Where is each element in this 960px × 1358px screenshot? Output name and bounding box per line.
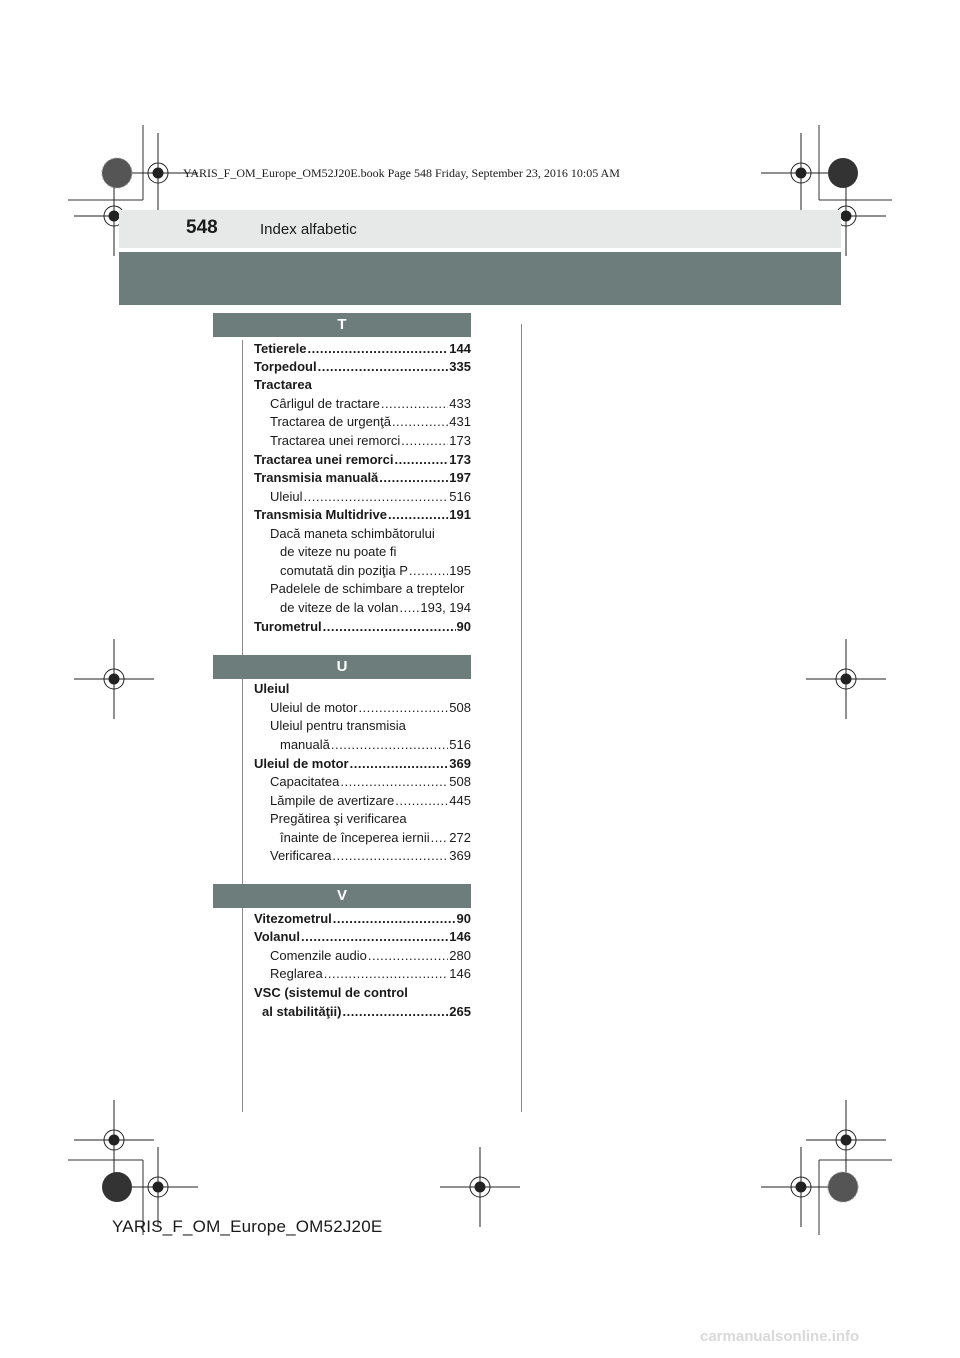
index-subentry: Uleiul ..... 516 — [270, 488, 471, 506]
column-rule-left — [242, 340, 243, 1112]
index-subentry-text: Uleiul pentru transmisia — [270, 718, 406, 733]
index-entry: al stabilităţii) ..... 265 — [262, 1003, 471, 1021]
column-rule-right — [521, 324, 522, 1112]
index-subentry: Comenzile audio ..... 280 — [270, 947, 471, 965]
index-heading: Uleiul — [254, 681, 290, 696]
index-entry: Uleiul de motor ..... 369 — [254, 755, 471, 773]
index-entry: Volanul ..... 146 — [254, 928, 471, 946]
watermark-text: carmanualsonline.info — [700, 1328, 860, 1345]
index-entry: Turometrul ..... 90 — [254, 618, 471, 636]
index-subentry: Uleiul de motor ..... 508 — [270, 699, 471, 717]
letter-bar-u: U — [213, 655, 471, 679]
index-entry: Transmisia Multidrive ..... 191 — [254, 506, 471, 524]
page-number: 548 — [186, 217, 218, 238]
index-subentry: Lămpile de avertizare ..... 445 — [270, 792, 471, 810]
index-entry: Vitezometrul ..... 90 — [254, 910, 471, 928]
index-subentry: Verificarea ..... 369 — [270, 847, 471, 865]
index-subentry-text: Pregătirea şi verificarea — [270, 811, 407, 826]
header-band-dark — [119, 252, 841, 305]
index-subentry: înainte de începerea iernii ..... 272 — [280, 829, 471, 847]
index-subentry-text: de viteze nu poate fi — [280, 544, 397, 559]
index-subentry-text: Padelele de schimbare a treptelor — [270, 581, 465, 596]
section-title: Index alfabetic — [260, 221, 357, 238]
footer-document-code: YARIS_F_OM_Europe_OM52J20E — [112, 1217, 383, 1236]
index-subentry: Tractarea de urgenţă ..... 431 — [270, 413, 471, 431]
index-heading: Tractarea — [254, 377, 312, 392]
index-entry: Tractarea unei remorci ..... 173 — [254, 451, 471, 469]
index-entry: Tetierele ..... 144 — [254, 340, 471, 358]
book-info-line: YARIS_F_OM_Europe_OM52J20E.book Page 548 Friday, September 23, 2016 10:05 AM — [183, 166, 620, 180]
index-subentry: de viteze de la volan ..... 193, 194 — [280, 599, 471, 617]
header-band-light — [119, 210, 841, 248]
index-subentry: comutată din poziţia P ..... 195 — [280, 562, 471, 580]
index-subentry: Capacitatea ..... 508 — [270, 773, 471, 791]
letter-bar-v: V — [213, 884, 471, 908]
index-entry: Torpedoul ..... 335 — [254, 358, 471, 376]
letter-bar-t: T — [213, 313, 471, 337]
index-subentry: manuală ..... 516 — [280, 736, 471, 754]
index-heading: VSC (sistemul de control — [254, 985, 408, 1000]
index-subentry: Cârligul de tractare ..... 433 — [270, 395, 471, 413]
index-subentry: Reglarea ..... 146 — [270, 965, 471, 983]
index-entry: Transmisia manuală ..... 197 — [254, 469, 471, 487]
index-subentry: Tractarea unei remorci ..... 173 — [270, 432, 471, 450]
index-subentry-text: Dacă maneta schimbătorului — [270, 526, 435, 541]
